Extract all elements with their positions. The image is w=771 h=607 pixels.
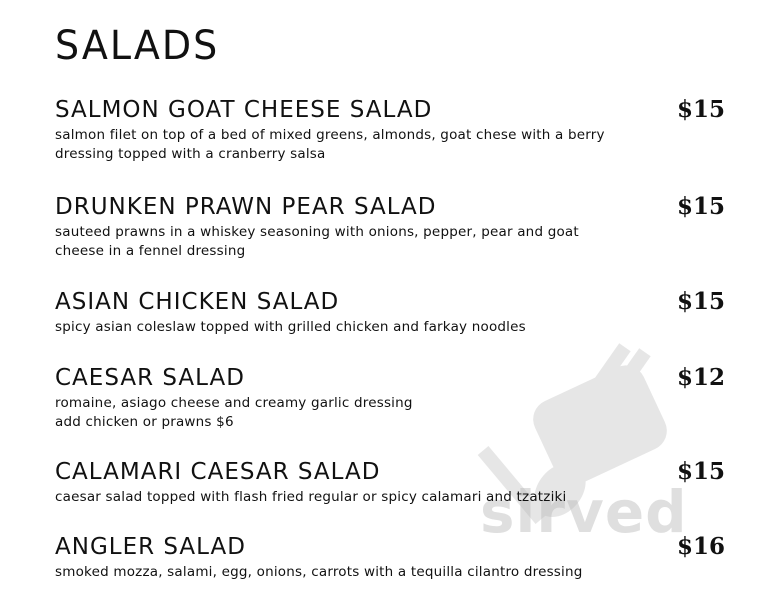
item-price: $15: [676, 96, 725, 123]
menu-item-asian-chicken-salad: [55, 288, 725, 337]
description-line: sauteed prawns in a whiskey seasoning with onions, pepper, pear and goat: [55, 224, 579, 240]
watermark-brand: sirved: [480, 478, 688, 546]
item-price: $15: [676, 458, 725, 485]
description-line: add chicken or prawns $6: [55, 414, 234, 430]
item-description: [55, 488, 725, 507]
item-price: $15: [676, 288, 725, 315]
item-description: [55, 563, 725, 582]
item-name: ASIAN CHICKEN SALAD: [55, 289, 340, 315]
item-description: [55, 126, 725, 164]
item-name: ANGLER SALAD: [55, 534, 246, 560]
menu-item-drunken-prawn-pear-salad: [55, 193, 725, 261]
menu-item-caesar-salad: [55, 364, 725, 432]
menu-item-salmon-goat-cheese-salad: [55, 96, 725, 164]
item-price: $15: [676, 193, 725, 220]
page-title: SALADS: [55, 22, 220, 69]
item-price: $16: [676, 533, 725, 560]
item-price: $12: [676, 364, 725, 391]
item-name: DRUNKEN PRAWN PEAR SALAD: [55, 194, 437, 220]
description-line: cheese in a fennel dressing: [55, 243, 246, 259]
item-description: [55, 318, 725, 337]
description-line: smoked mozza, salami, egg, onions, carrots with a tequilla cilantro dressing: [55, 564, 583, 580]
item-name: SALMON GOAT CHEESE SALAD: [55, 97, 433, 123]
item-name: CAESAR SALAD: [55, 365, 245, 391]
item-name: CALAMARI CAESAR SALAD: [55, 459, 381, 485]
item-description: [55, 394, 725, 432]
description-line: salmon filet on top of a bed of mixed greens, almonds, goat chese with a berry: [55, 127, 605, 143]
item-description: [55, 223, 725, 261]
menu-item-angler-salad: [55, 533, 725, 582]
description-line: dressing topped with a cranberry salsa: [55, 146, 326, 162]
description-line: spicy asian coleslaw topped with grilled chicken and farkay noodles: [55, 319, 526, 335]
description-line: romaine, asiago cheese and creamy garlic dressing: [55, 395, 413, 411]
description-line: caesar salad topped with flash fried regular or spicy calamari and tzatziki: [55, 489, 567, 505]
menu-item-calamari-caesar-salad: [55, 458, 725, 507]
